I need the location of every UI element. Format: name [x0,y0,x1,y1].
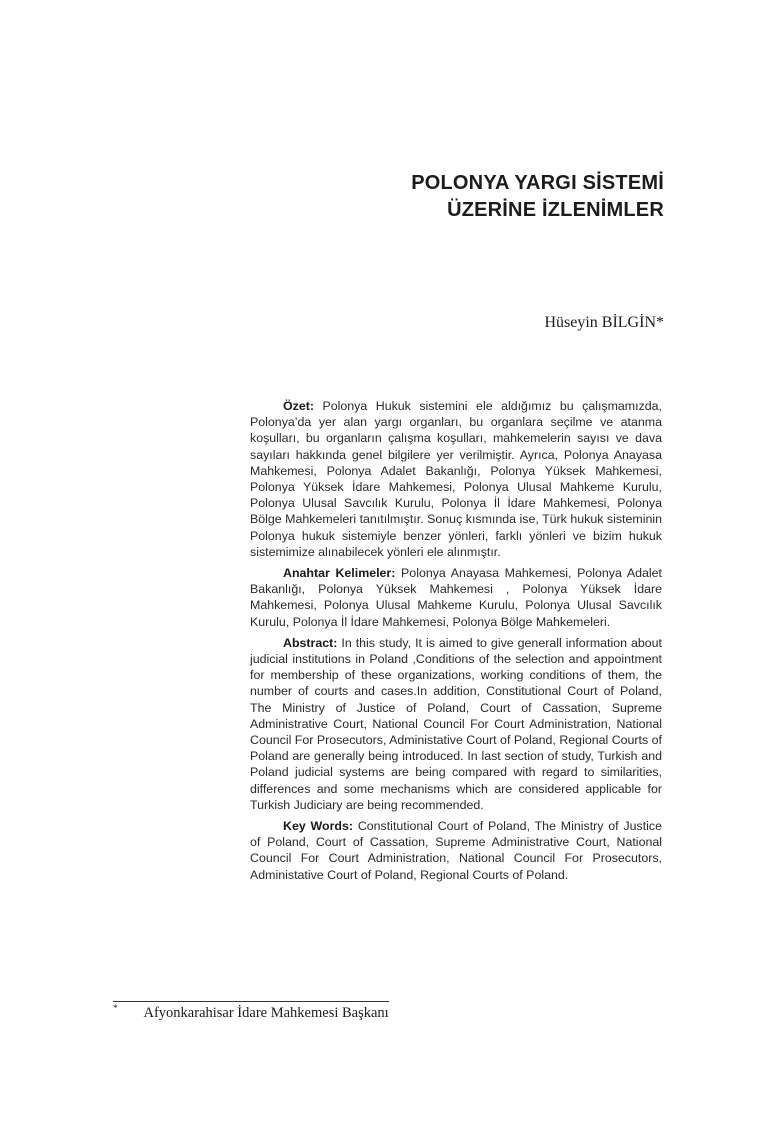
ozet-text: Polonya Hukuk sistemini ele aldığımız bu çalışmamızda, Polonya’da yer alan yargı organları, bu organlara seçilme ve atanma koşulları, bu organların çalışma koşulları, mahkemelerin sayısı ve dava sayıları hakkında genel bilgilere yer verilmiştir. Ayrıca, Polonya Anayasa Mahkemesi, Polonya Adalet Bakanlığı, Polonya Yüksek Mahkemesi, Polonya Yüksek İdare Mahkemesi, Polonya Ulusal Mahkeme Kurulu, Polonya Ulusal Savcılık Kurulu, Polonya İl İdare Mahkemesi, Polonya Bölge Mahkemeleri tanıtılmıştır. Sonuç kısmında ise, Türk hukuk sisteminin Polonya hukuk sistemiyle benzer yönleri, farklı yönleri ve bizim hukuk sistemimize alınabilecek yönleri ele alınmıştır. [250,399,662,559]
abstract-label: Abstract: [283,635,338,650]
anahtar-kelimeler-label: Anahtar Kelimeler: [283,566,396,581]
footnote-text: Afyonkarahisar İdare Mahkemesi Başkanı [143,1005,389,1021]
ozet-label: Özet: [283,399,314,413]
author-name: Hüseyin BİLGİN* [544,314,664,331]
article-title [411,170,664,224]
abstract-section [250,398,662,888]
footnote [113,1005,389,1022]
key-words-text: Constitutional Court of Poland, The Ministry of Justice of Poland, Court of Cassation, Supreme Administrative Court, National Council For Court Administration, National Council For Prosecutors, Administative Court of Poland, Regional Courts of Poland. [250,819,662,882]
footnote-divider [113,1001,389,1002]
abstract-text: In this study, It is aimed to give generall information about judicial institutions in Poland ,Conditions of the selection and appointment for membership of these organizations, working conditions of them, the number of courts and cases.In addition, Constitutional Court of Poland, The Ministry of Justice of Poland, Court of Cassation, Supreme Administrative Court, National Council For Court Administration, National Council For Prosecutors, Administative Court of Poland, Regional Courts of Poland are generally being introduced. In last section of study, Turkish and Poland judicial systems are being compared with regard to similarities, differences and some mechanisms which are considered applicable for Turkish Judiciary are being recommended. [250,635,662,812]
anahtar-kelimeler-text: Polonya Anayasa Mahkemesi, Polonya Adalet Bakanlığı, Polonya Yüksek Mahkemesi , Polonya Yüksek İdare Mahkemesi, Polonya Ulusal Mahkeme Kurulu, Polonya Ulusal Savcılık Kurulu, Polonya İl İdare Mahkemesi, Polonya Bölge Mahkemeleri. [250,566,662,629]
ozet-paragraph [250,398,662,560]
anahtar-kelimeler-paragraph [250,565,662,630]
article-title-line-2: ÜZERİNE İZLENİMLER [447,199,664,221]
abstract-paragraph [250,635,662,813]
key-words-label: Key Words: [283,819,353,834]
key-words-paragraph [250,818,662,883]
article-title-line-1: POLONYA YARGI SİSTEMİ [411,172,664,194]
footnote-mark: * [113,1003,118,1013]
